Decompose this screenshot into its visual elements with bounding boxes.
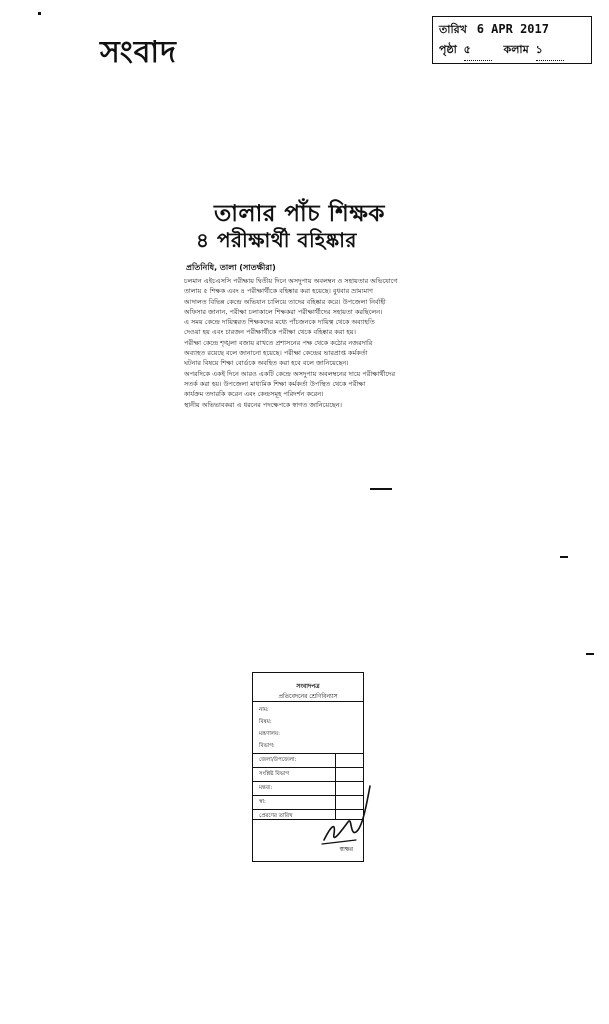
slip-line: নাম: <box>259 707 269 713</box>
body-line: আদালত বিভিন্ন কেন্দ্রে অভিযান চালিয়ে তাদের বহিষ্কার করে। উপজেলা নির্বাহী <box>184 297 386 306</box>
date-value: 6 APR 2017 <box>476 22 549 36</box>
slip-line: স্বা: <box>259 799 266 805</box>
date-stamp-box <box>432 16 592 64</box>
body-line: তালায় ৫ শিক্ষক এবং ৪ পরীক্ষার্থীকে বহিষ্কার করা হয়েছে। বুধবার ভ্রাম্যমাণ <box>184 287 373 296</box>
slip-divider <box>253 767 363 768</box>
body-line: স্থানীয় অভিভাবকরা এ ধরনের পদক্ষেপকে স্বাগত জানিয়েছেন। <box>184 400 342 409</box>
slip-line: সংশ্লিষ্ট বিভাগ <box>259 771 290 777</box>
headline-line-1: তালার পাঁচ শিক্ষক <box>214 201 386 227</box>
body-line: কার্যক্রম তদারকি করেন এবং কেন্দ্রসমূহ পরিদর্শন করেন। <box>184 390 324 399</box>
headline-line-2: ৪ পরীক্ষার্থী বহিষ্কার <box>196 228 357 252</box>
body-line: অপরদিকে একই দিনে আরও একটি কেন্দ্রে অসদুপায় অবলম্বনের দায়ে পরীক্ষার্থীদের <box>184 369 396 378</box>
page-label: পৃষ্ঠা <box>439 43 457 56</box>
body-line: পরীক্ষা কেন্দ্রে শৃঙ্খলা বজায় রাখতে প্রশাসনের পক্ষ থেকে কঠোর নজরদারি <box>184 338 373 347</box>
slip-footer: স্বাক্ষর <box>339 846 353 853</box>
body-line: চলমান এইচএসসি পরীক্ষায় দ্বিতীয় দিনে অসদুপায় অবলম্বন ও সহায়তার অভিযোগে <box>184 277 398 285</box>
margin-tick <box>586 653 594 655</box>
slip-subtitle: প্রতিবেদনের শ্রেণিবিন্যাস <box>278 693 338 700</box>
article-byline: প্রতিনিধি, তালা (সাতক্ষীরা) <box>186 263 276 272</box>
slip-divider <box>253 753 363 754</box>
handwritten-signature <box>316 780 376 850</box>
slip-divider <box>253 701 363 702</box>
page-value: ৫ <box>464 41 492 61</box>
newspaper-masthead: সংবাদ <box>100 35 177 70</box>
margin-tick <box>560 556 568 558</box>
body-line: সতর্ক করা হয়। উপজেলা মাধ্যমিক শিক্ষা কর্মকর্তা উপস্থিত থেকে পরীক্ষা <box>184 379 366 388</box>
body-line: অব্যাহত রয়েছে বলে জানানো হয়েছে। পরীক্ষা কেন্দ্রের ভারপ্রাপ্ত কর্মকর্তা <box>184 349 368 358</box>
slip-line: বিষয়: <box>259 719 272 725</box>
article-end-mark <box>370 488 392 490</box>
speck-mark <box>38 12 41 15</box>
slip-line: মন্তব্য: <box>259 785 273 791</box>
article-body <box>184 276 424 410</box>
column-value: ১ <box>536 41 564 61</box>
date-label: তারিখ <box>439 23 467 36</box>
body-line: অফিসার জানান, পরীক্ষা চলাকালে শিক্ষকরা পরীক্ষার্থীদের সহায়তা করছিলেন। <box>184 307 383 316</box>
slip-line: মন্ত্রণালয়: <box>259 731 280 737</box>
column-label: কলাম <box>503 43 529 56</box>
slip-line: জেলা/উপজেলা: <box>259 757 297 763</box>
body-line: ঘটনার বিষয়ে শিক্ষা বোর্ডকে অবহিত করা হবে বলে জানিয়েছেন। <box>184 359 349 368</box>
page-column-row <box>439 41 564 61</box>
slip-line: প্রেরণের তারিখ <box>259 813 293 819</box>
slip-title: সংবাদপত্র <box>296 683 320 690</box>
body-line: দেওয়া হয় এবং চারজন পরীক্ষার্থীকে পরীক্ষা থেকে বহিষ্কার করা হয়। <box>184 328 356 337</box>
date-row <box>439 21 549 40</box>
slip-line: বিভাগ: <box>259 743 275 749</box>
body-line: এ সময় কেন্দ্রে দায়িত্বরত শিক্ষকদের মধ্যে পাঁচজনকে দায়িত্ব থেকে অব্যাহতি <box>184 318 375 327</box>
